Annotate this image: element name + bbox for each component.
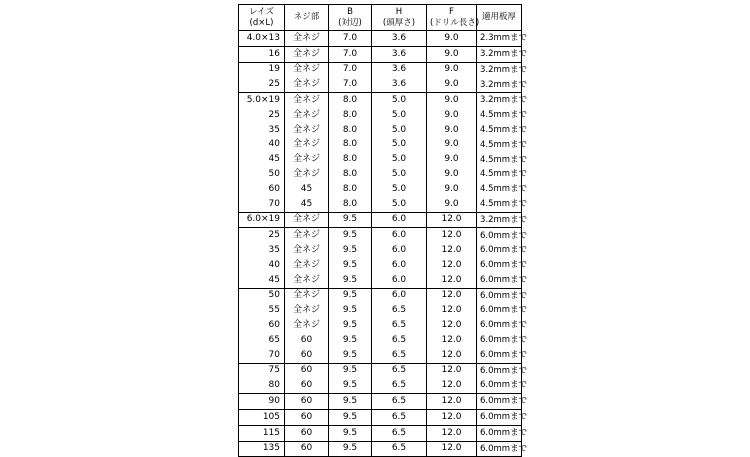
row-thread: 全ネジ xyxy=(285,93,329,108)
row-b: 9.5 xyxy=(329,303,372,318)
row-b: 8.0 xyxy=(329,93,372,108)
row-thread: 全ネジ xyxy=(285,212,329,228)
spec-table xyxy=(238,4,528,457)
row-app: 4.5mmまで xyxy=(477,152,522,167)
row-thread: 全ネジ xyxy=(285,303,329,318)
row-size: 135 xyxy=(239,441,285,457)
row-b: 8.0 xyxy=(329,167,372,182)
row-thread: 全ネジ xyxy=(285,31,329,47)
row-size: 70 xyxy=(239,197,285,212)
row-h: 5.0 xyxy=(372,93,427,108)
row-thread: 60 xyxy=(285,348,329,363)
row-h: 3.6 xyxy=(372,46,427,62)
row-h: 6.0 xyxy=(372,228,427,243)
row-f: 12.0 xyxy=(427,409,477,425)
row-b: 7.0 xyxy=(329,62,372,77)
row-f: 12.0 xyxy=(427,441,477,457)
row-app: 3.2mmまで xyxy=(477,77,522,92)
row-b: 9.5 xyxy=(329,228,372,243)
header-h xyxy=(372,5,427,31)
row-h: 5.0 xyxy=(372,167,427,182)
row-b: 9.5 xyxy=(329,258,372,273)
row-thread: 全ネジ xyxy=(285,108,329,123)
table-row xyxy=(239,288,522,303)
header-h-line1: H xyxy=(395,6,403,17)
table-row xyxy=(239,378,522,393)
row-h: 5.0 xyxy=(372,108,427,123)
row-f: 12.0 xyxy=(427,273,477,288)
row-app: 4.5mmまで xyxy=(477,108,522,123)
row-app: 4.5mmまで xyxy=(477,167,522,182)
row-f: 12.0 xyxy=(427,348,477,363)
row-thread: 全ネジ xyxy=(285,228,329,243)
row-h: 6.5 xyxy=(372,378,427,393)
row-h: 6.5 xyxy=(372,318,427,333)
row-app: 6.0mmまで xyxy=(477,378,522,393)
row-f: 12.0 xyxy=(427,394,477,410)
row-h: 6.5 xyxy=(372,409,427,425)
header-b-line2: (対辺) xyxy=(338,17,362,28)
row-app: 4.5mmまで xyxy=(477,138,522,153)
row-f: 12.0 xyxy=(427,288,477,303)
row-size: 4.0×13 xyxy=(239,31,285,47)
row-b: 9.5 xyxy=(329,273,372,288)
row-b: 9.5 xyxy=(329,243,372,258)
row-thread: 全ネジ xyxy=(285,288,329,303)
table-row xyxy=(239,243,522,258)
row-h: 6.5 xyxy=(372,394,427,410)
header-size-line1: レイズ xyxy=(249,6,274,17)
row-f: 9.0 xyxy=(427,167,477,182)
row-size: 40 xyxy=(239,138,285,153)
table-row xyxy=(239,182,522,197)
row-size: 90 xyxy=(239,394,285,410)
table-row xyxy=(239,333,522,348)
row-app: 2.3mmまで xyxy=(477,31,522,47)
header-row xyxy=(239,5,522,31)
row-thread: 45 xyxy=(285,182,329,197)
row-app: 6.0mmまで xyxy=(477,394,522,410)
row-thread: 60 xyxy=(285,441,329,457)
row-b: 7.0 xyxy=(329,31,372,47)
row-h: 5.0 xyxy=(372,197,427,212)
table-row xyxy=(239,123,522,138)
row-app: 4.5mmまで xyxy=(477,197,522,212)
row-h: 6.5 xyxy=(372,303,427,318)
header-b xyxy=(329,5,372,31)
row-thread: 全ネジ xyxy=(285,243,329,258)
header-size-line2: (d×L) xyxy=(249,17,274,28)
row-app: 6.0mmまで xyxy=(477,243,522,258)
row-h: 3.6 xyxy=(372,77,427,92)
row-size: 115 xyxy=(239,425,285,441)
row-thread: 60 xyxy=(285,425,329,441)
row-b: 8.0 xyxy=(329,138,372,153)
row-app: 6.0mmまで xyxy=(477,409,522,425)
row-size: 45 xyxy=(239,152,285,167)
table-row xyxy=(239,318,522,333)
table-row xyxy=(239,108,522,123)
table-row xyxy=(239,348,522,363)
row-thread: 60 xyxy=(285,363,329,378)
row-app: 3.2mmまで xyxy=(477,62,522,77)
row-h: 5.0 xyxy=(372,123,427,138)
row-f: 9.0 xyxy=(427,62,477,77)
row-thread: 60 xyxy=(285,409,329,425)
table-row xyxy=(239,46,522,62)
row-f: 9.0 xyxy=(427,152,477,167)
row-b: 8.0 xyxy=(329,123,372,138)
row-thread: 60 xyxy=(285,333,329,348)
row-size: 80 xyxy=(239,378,285,393)
table-row xyxy=(239,197,522,212)
row-f: 9.0 xyxy=(427,31,477,47)
row-thread: 45 xyxy=(285,197,329,212)
table-row xyxy=(239,77,522,92)
row-app: 6.0mmまで xyxy=(477,273,522,288)
row-size: 75 xyxy=(239,363,285,378)
row-b: 9.5 xyxy=(329,441,372,457)
row-h: 6.0 xyxy=(372,258,427,273)
row-h: 5.0 xyxy=(372,182,427,197)
row-size: 60 xyxy=(239,318,285,333)
row-h: 6.0 xyxy=(372,212,427,228)
table-row xyxy=(239,62,522,77)
table-header xyxy=(239,5,522,31)
row-f: 9.0 xyxy=(427,46,477,62)
row-f: 12.0 xyxy=(427,212,477,228)
row-b: 9.5 xyxy=(329,394,372,410)
table-row xyxy=(239,303,522,318)
table-row xyxy=(239,425,522,441)
row-size: 6.0×19 xyxy=(239,212,285,228)
row-size: 70 xyxy=(239,348,285,363)
table-row xyxy=(239,394,522,410)
row-thread: 全ネジ xyxy=(285,77,329,92)
row-size: 105 xyxy=(239,409,285,425)
row-size: 65 xyxy=(239,333,285,348)
row-f: 12.0 xyxy=(427,318,477,333)
row-b: 9.5 xyxy=(329,318,372,333)
table-row xyxy=(239,167,522,182)
row-size: 40 xyxy=(239,258,285,273)
row-f: 12.0 xyxy=(427,258,477,273)
row-size: 25 xyxy=(239,108,285,123)
row-f: 12.0 xyxy=(427,228,477,243)
header-app-line1: 適用板厚 xyxy=(481,12,516,22)
row-app: 6.0mmまで xyxy=(477,303,522,318)
row-size: 35 xyxy=(239,243,285,258)
header-f xyxy=(427,5,480,31)
row-f: 12.0 xyxy=(427,378,477,393)
row-size: 60 xyxy=(239,182,285,197)
row-h: 6.5 xyxy=(372,348,427,363)
row-f: 9.0 xyxy=(427,123,477,138)
row-b: 8.0 xyxy=(329,182,372,197)
row-f: 9.0 xyxy=(427,77,477,92)
row-app: 6.0mmまで xyxy=(477,228,522,243)
row-b: 8.0 xyxy=(329,108,372,123)
row-h: 3.6 xyxy=(372,62,427,77)
row-app: 6.0mmまで xyxy=(477,425,522,441)
table-row xyxy=(239,441,522,457)
row-b: 9.5 xyxy=(329,288,372,303)
table-row xyxy=(239,363,522,378)
table-row xyxy=(239,138,522,153)
row-size: 25 xyxy=(239,77,285,92)
row-b: 9.5 xyxy=(329,425,372,441)
row-app: 4.5mmまで xyxy=(477,123,522,138)
row-app: 6.0mmまで xyxy=(477,258,522,273)
row-f: 9.0 xyxy=(427,138,477,153)
row-app: 3.2mmまで xyxy=(477,93,522,108)
row-f: 9.0 xyxy=(427,108,477,123)
row-h: 6.0 xyxy=(372,273,427,288)
row-thread: 全ネジ xyxy=(285,138,329,153)
row-app: 3.2mmまで xyxy=(477,46,522,62)
header-b-line1: B xyxy=(347,6,353,17)
row-h: 6.0 xyxy=(372,243,427,258)
row-f: 9.0 xyxy=(427,93,477,108)
header-app xyxy=(477,5,522,31)
row-thread: 全ネジ xyxy=(285,273,329,288)
row-h: 6.5 xyxy=(372,441,427,457)
row-thread: 全ネジ xyxy=(285,318,329,333)
row-f: 12.0 xyxy=(427,363,477,378)
row-size: 25 xyxy=(239,228,285,243)
table-body xyxy=(239,31,528,457)
header-f-line2: (ドリル長さ) xyxy=(430,17,480,28)
row-app: 6.0mmまで xyxy=(477,363,522,378)
table-row xyxy=(239,273,522,288)
row-app: 6.0mmまで xyxy=(477,348,522,363)
row-thread: 60 xyxy=(285,378,329,393)
row-h: 5.0 xyxy=(372,152,427,167)
row-size: 50 xyxy=(239,288,285,303)
header-f-line1: F xyxy=(449,6,454,17)
row-b: 8.0 xyxy=(329,197,372,212)
row-size: 55 xyxy=(239,303,285,318)
row-h: 6.0 xyxy=(372,288,427,303)
table-row xyxy=(239,228,522,243)
row-thread: 全ネジ xyxy=(285,46,329,62)
row-b: 9.5 xyxy=(329,212,372,228)
row-thread: 全ネジ xyxy=(285,62,329,77)
header-size xyxy=(239,5,285,31)
row-b: 9.5 xyxy=(329,348,372,363)
header-h-line2: (頭厚さ) xyxy=(382,17,416,28)
row-size: 35 xyxy=(239,123,285,138)
row-h: 6.5 xyxy=(372,333,427,348)
row-app: 6.0mmまで xyxy=(477,333,522,348)
row-size: 19 xyxy=(239,62,285,77)
header-thread xyxy=(285,5,329,31)
row-h: 6.5 xyxy=(372,363,427,378)
row-thread: 全ネジ xyxy=(285,152,329,167)
row-size: 45 xyxy=(239,273,285,288)
row-thread: 全ネジ xyxy=(285,258,329,273)
row-thread: 60 xyxy=(285,394,329,410)
row-b: 7.0 xyxy=(329,77,372,92)
row-b: 7.0 xyxy=(329,46,372,62)
row-size: 50 xyxy=(239,167,285,182)
header-thread-line1: ネジ部 xyxy=(293,12,320,22)
table-row xyxy=(239,409,522,425)
table-row xyxy=(239,152,522,167)
row-f: 9.0 xyxy=(427,197,477,212)
row-f: 12.0 xyxy=(427,333,477,348)
row-b: 8.0 xyxy=(329,152,372,167)
row-h: 6.5 xyxy=(372,425,427,441)
row-f: 12.0 xyxy=(427,243,477,258)
row-thread: 全ネジ xyxy=(285,167,329,182)
table-row xyxy=(239,93,522,108)
row-app: 6.0mmまで xyxy=(477,441,522,457)
row-app: 4.5mmまで xyxy=(477,182,522,197)
table-row xyxy=(239,212,522,228)
table-row xyxy=(239,31,522,47)
table-row xyxy=(239,258,522,273)
row-f: 12.0 xyxy=(427,425,477,441)
row-size: 5.0×19 xyxy=(239,93,285,108)
row-b: 9.5 xyxy=(329,333,372,348)
row-app: 6.0mmまで xyxy=(477,318,522,333)
row-h: 5.0 xyxy=(372,138,427,153)
row-app: 6.0mmまで xyxy=(477,288,522,303)
row-size: 16 xyxy=(239,46,285,62)
row-h: 3.6 xyxy=(372,31,427,47)
row-thread: 全ネジ xyxy=(285,123,329,138)
row-b: 9.5 xyxy=(329,363,372,378)
row-app: 3.2mmまで xyxy=(477,212,522,228)
row-b: 9.5 xyxy=(329,409,372,425)
row-b: 9.5 xyxy=(329,378,372,393)
row-f: 12.0 xyxy=(427,303,477,318)
row-f: 9.0 xyxy=(427,182,477,197)
